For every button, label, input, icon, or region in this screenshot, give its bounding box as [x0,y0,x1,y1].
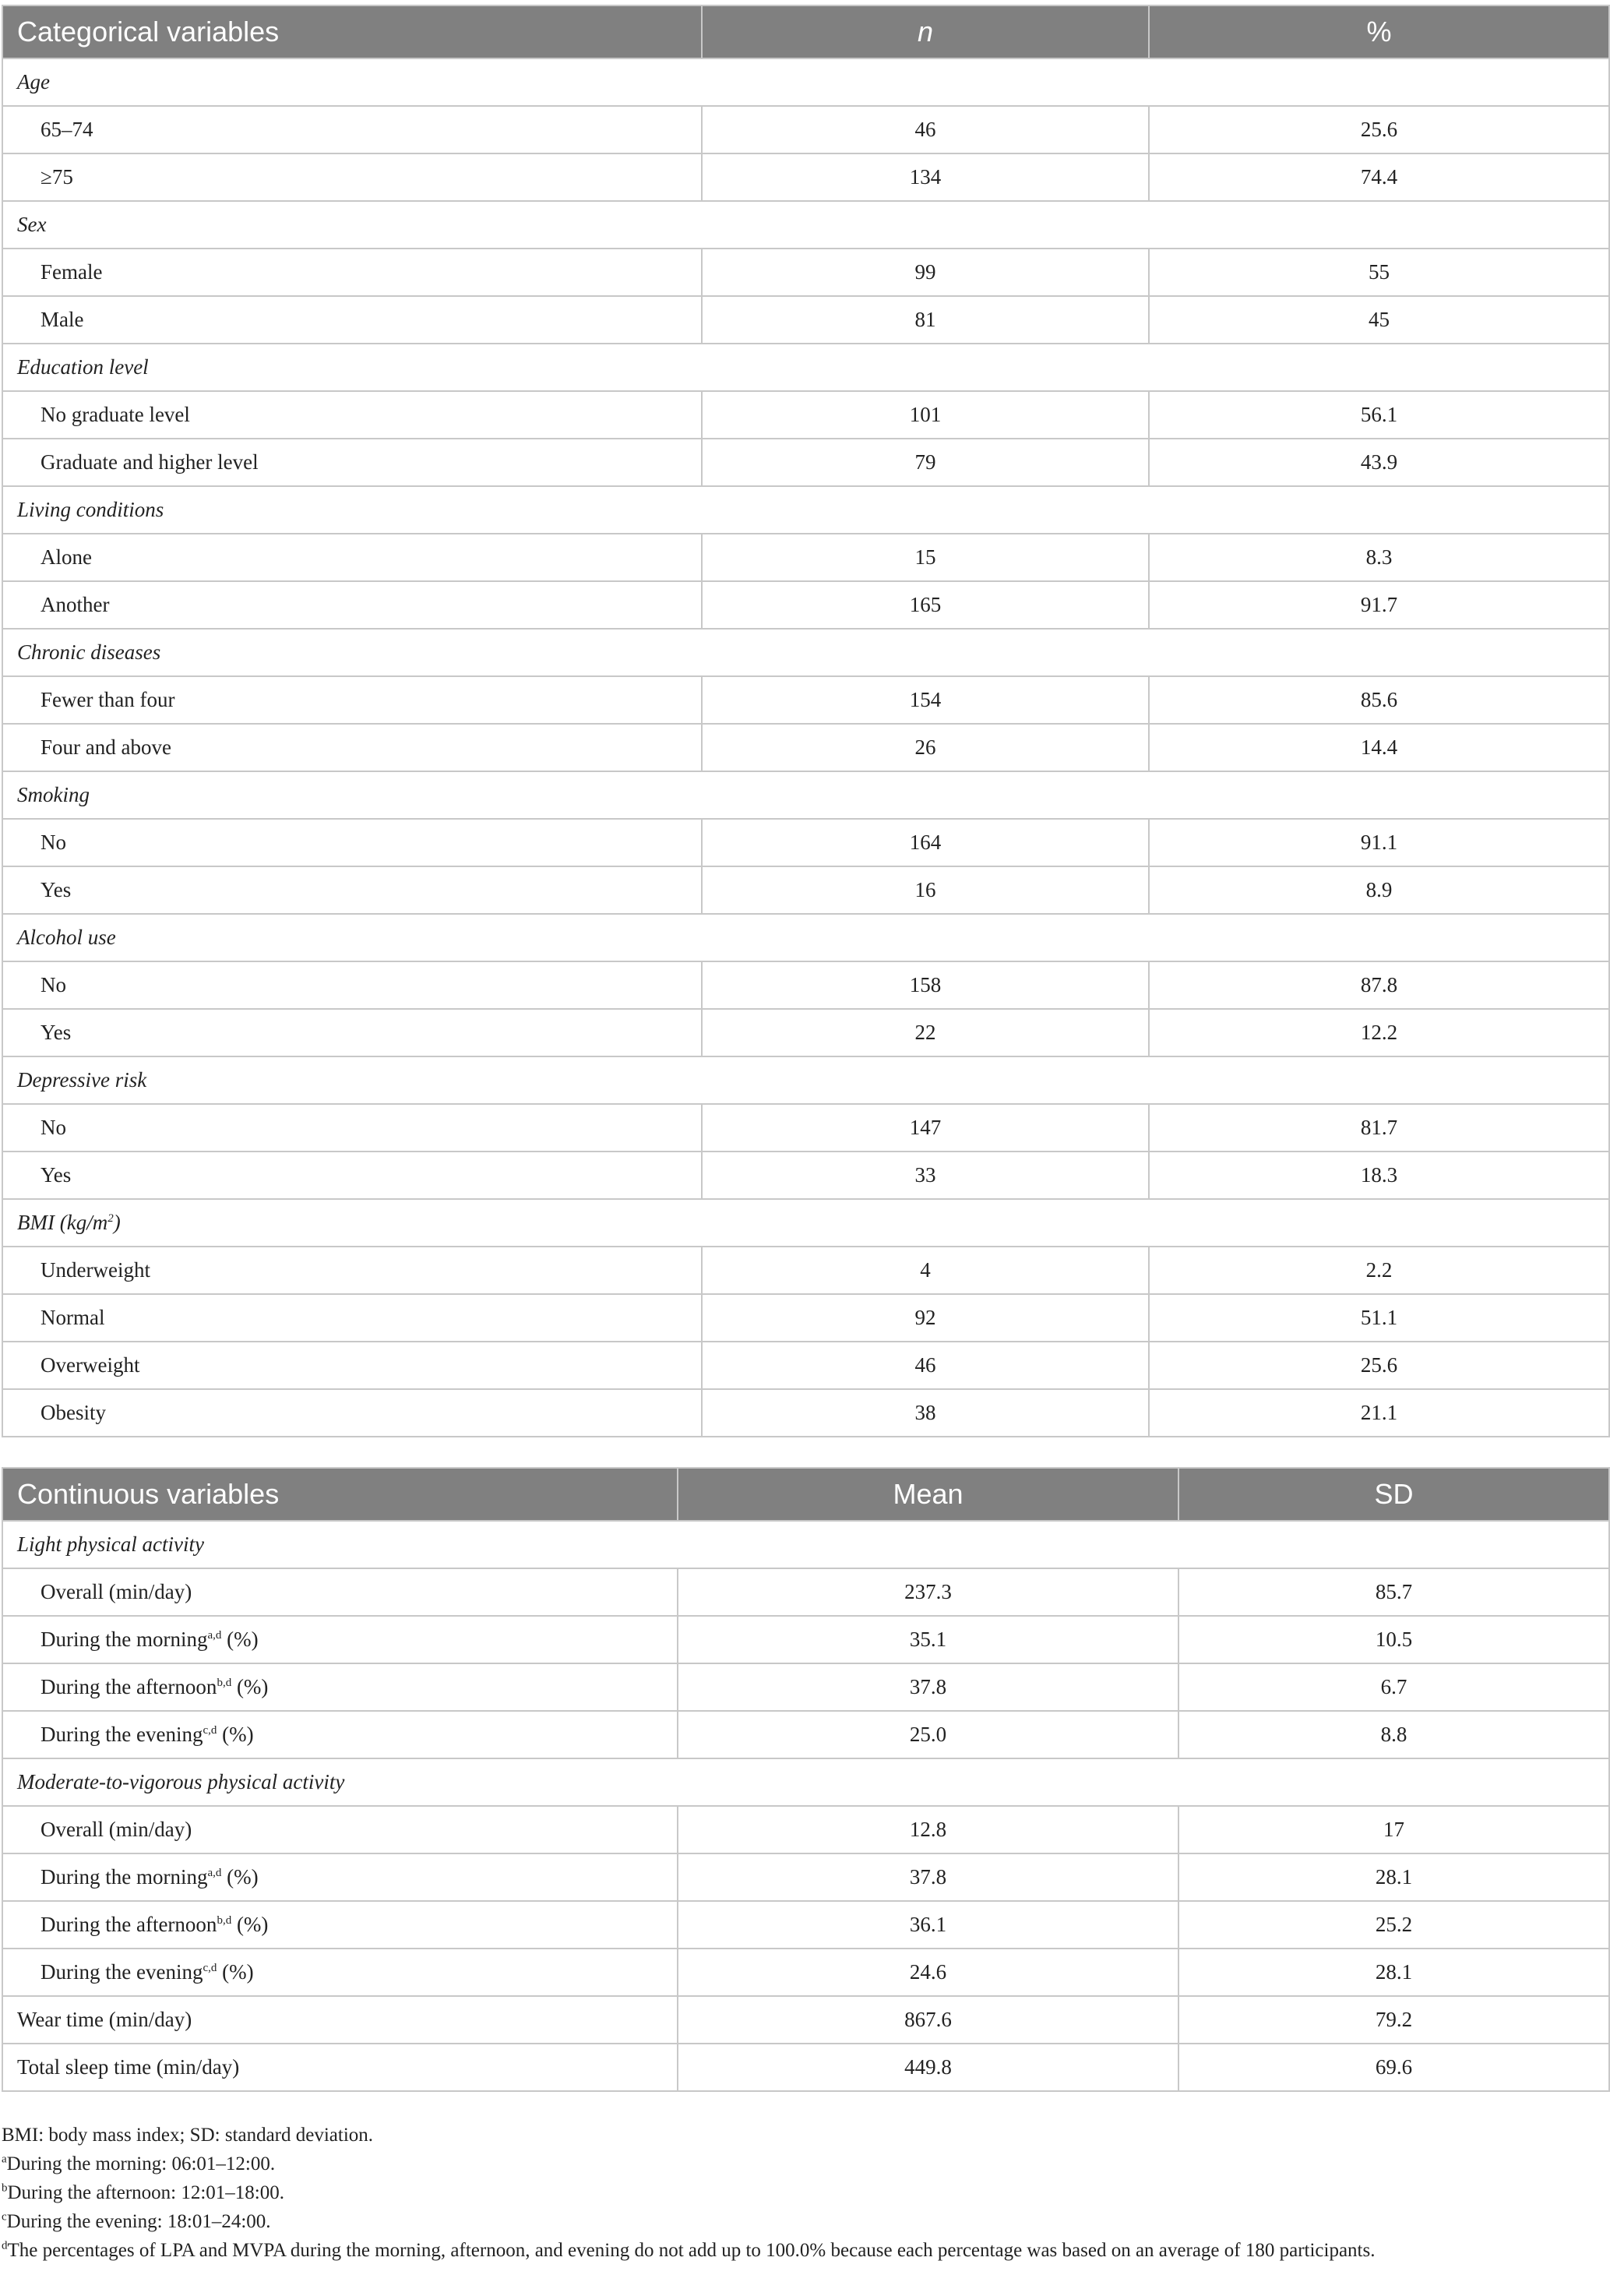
category-row [2,486,1609,534]
row-label: Yes [2,866,702,914]
row-percent: 45 [1149,296,1609,344]
row-label: 65–74 [2,106,702,153]
category-row [2,1521,1609,1568]
row-label-superscript: a,d [207,1867,222,1879]
row-sd: 10.5 [1178,1616,1609,1663]
row-percent: 81.7 [1149,1104,1609,1152]
table-row [2,1342,1609,1389]
row-label [2,1568,678,1616]
row-percent: 43.9 [1149,439,1609,486]
table-row [2,1247,1609,1294]
category-label: Light physical activity [2,1521,1609,1568]
row-percent: 25.6 [1149,106,1609,153]
footnote-marker: a [2,2153,7,2166]
row-n: 26 [702,724,1149,771]
category-row [2,629,1609,676]
category-label [2,771,1609,819]
row-n: 33 [702,1152,1149,1199]
category-superscript: 2 [107,1212,114,1225]
table-row [2,153,1609,201]
table-row [2,391,1609,439]
row-label [2,1616,678,1663]
footnote-text: During the morning: 06:01–12:00. [6,2153,276,2174]
continuous-variables-table [2,1467,1610,2092]
row-label-unit: (%) [231,1675,269,1698]
table-row [2,534,1609,581]
table-row [2,1806,1609,1853]
table-row [2,296,1609,344]
row-n: 38 [702,1389,1149,1437]
row-label [2,1853,678,1901]
category-row [2,771,1609,819]
row-percent: 8.3 [1149,534,1609,581]
table-row [2,1616,1609,1663]
row-n: 22 [702,1009,1149,1056]
row-n: 101 [702,391,1149,439]
row-percent: 12.2 [1149,1009,1609,1056]
row-label [2,1806,678,1853]
row-mean: 37.8 [678,1853,1178,1901]
row-label-superscript: c,d [203,1724,217,1737]
table-row [2,724,1609,771]
row-label-text: During the afternoon [41,1913,217,1936]
category-label [2,914,1609,961]
footnote-text: BMI: body mass index; SD: standard deviation. [2,2125,374,2146]
row-label: Normal [2,1294,702,1342]
row-n: 46 [702,1342,1149,1389]
row-label-text: During the evening [41,1723,203,1746]
row-percent: 14.4 [1149,724,1609,771]
table-row [2,1853,1609,1901]
row-label [2,1711,678,1758]
footnote-marker: b [2,2181,8,2195]
row-mean: 867.6 [678,1996,1178,2044]
category-label [2,201,1609,249]
row-label: Yes [2,1152,702,1199]
category-row [2,1056,1609,1104]
row-label-text: During the morning [41,1865,208,1889]
row-label-superscript: b,d [217,1914,232,1927]
row-label-superscript: b,d [217,1677,232,1689]
category-label [2,1199,1609,1247]
row-label: No graduate level [2,391,702,439]
header-n: n [702,5,1149,58]
table-row [2,676,1609,724]
categorical-variables-table [2,5,1610,1437]
row-mean: 35.1 [678,1616,1178,1663]
category-row [2,344,1609,391]
row-label: Another [2,581,702,629]
row-mean: 25.0 [678,1711,1178,1758]
row-percent: 56.1 [1149,391,1609,439]
row-label: Male [2,296,702,344]
row-n: 79 [702,439,1149,486]
table-row [2,961,1609,1009]
row-n: 164 [702,819,1149,866]
row-percent: 25.6 [1149,1342,1609,1389]
row-n: 15 [702,534,1149,581]
row-label [2,1949,678,1996]
row-sd: 79.2 [1178,1996,1609,2044]
row-n: 4 [702,1247,1149,1294]
row-percent: 85.6 [1149,676,1609,724]
row-n: 134 [702,153,1149,201]
row-n: 165 [702,581,1149,629]
row-mean: 12.8 [678,1806,1178,1853]
category-row [2,58,1609,106]
table-row [2,106,1609,153]
row-label: Overweight [2,1342,702,1389]
row-percent: 2.2 [1149,1247,1609,1294]
row-percent: 51.1 [1149,1294,1609,1342]
table-row [2,1568,1609,1616]
category-row [2,1758,1609,1806]
row-label-unit: (%) [221,1628,259,1651]
row-label [2,1663,678,1711]
row-label-unit: (%) [217,1723,254,1746]
row-mean: 36.1 [678,1901,1178,1949]
row-label-text: Overall (min/day) [41,1818,192,1841]
row-sd: 25.2 [1178,1901,1609,1949]
row-label: Alone [2,534,702,581]
header-continuous-variables: Continuous variables [2,1468,678,1521]
row-percent: 91.1 [1149,819,1609,866]
footnote-text: During the evening: 18:01–24:00. [6,2211,271,2232]
row-label: Yes [2,1009,702,1056]
category-name: Sex [17,213,47,236]
table-header-row [2,1468,1609,1521]
table-row [2,1294,1609,1342]
row-label: No [2,819,702,866]
row-n: 92 [702,1294,1149,1342]
table-row [2,819,1609,866]
row-label-unit: (%) [221,1865,259,1889]
row-label: ≥75 [2,153,702,201]
header-mean: Mean [678,1468,1178,1521]
category-name: BMI (kg/m [17,1211,108,1234]
category-row [2,1199,1609,1247]
row-label-superscript: c,d [203,1962,217,1974]
category-label [2,344,1609,391]
row-sd: 28.1 [1178,1853,1609,1901]
row-n: 147 [702,1104,1149,1152]
table-row [2,1901,1609,1949]
row-label: Wear time (min/day) [2,1996,678,2044]
footnote [2,2236,1606,2265]
table-row [2,866,1609,914]
table-row [2,1949,1609,1996]
row-label-text: During the afternoon [41,1675,217,1698]
table-header-row [2,5,1609,58]
row-label-unit: (%) [231,1913,269,1936]
table-row [2,249,1609,296]
category-label [2,1056,1609,1104]
row-mean: 449.8 [678,2044,1178,2091]
row-percent: 55 [1149,249,1609,296]
row-n: 154 [702,676,1149,724]
row-mean: 24.6 [678,1949,1178,1996]
row-label: Total sleep time (min/day) [2,2044,678,2091]
category-name-suffix: ) [113,1211,121,1234]
row-label: Graduate and higher level [2,439,702,486]
footnote-marker: c [2,2210,7,2224]
category-label [2,629,1609,676]
row-n: 158 [702,961,1149,1009]
table-row [2,439,1609,486]
row-percent: 8.9 [1149,866,1609,914]
row-n: 99 [702,249,1149,296]
table-row [2,581,1609,629]
category-name: Living conditions [17,498,164,521]
category-name: Education level [17,355,149,379]
row-sd: 69.6 [1178,2044,1609,2091]
category-row [2,201,1609,249]
table-footnotes [2,2121,1606,2265]
table-row [2,1389,1609,1437]
table-row [2,1996,1609,2044]
row-label: No [2,961,702,1009]
footnote-marker: d [2,2239,8,2252]
footnote [2,2178,1606,2207]
category-row [2,914,1609,961]
row-percent: 21.1 [1149,1389,1609,1437]
table-row [2,2044,1609,2091]
category-label [2,58,1609,106]
row-mean: 237.3 [678,1568,1178,1616]
row-n: 81 [702,296,1149,344]
category-name: Chronic diseases [17,640,161,664]
category-label: Moderate-to-vigorous physical activity [2,1758,1609,1806]
row-sd: 85.7 [1178,1568,1609,1616]
row-label: Fewer than four [2,676,702,724]
row-label: Underweight [2,1247,702,1294]
category-label [2,486,1609,534]
header-categorical-variables: Categorical variables [2,5,702,58]
footnote [2,2121,1606,2150]
footnote [2,2207,1606,2236]
row-label: Obesity [2,1389,702,1437]
row-sd: 17 [1178,1806,1609,1853]
footnote [2,2150,1606,2178]
row-percent: 18.3 [1149,1152,1609,1199]
category-name: Alcohol use [17,926,116,949]
row-label-superscript: a,d [207,1629,222,1642]
category-name: Age [17,70,50,93]
table-row [2,1711,1609,1758]
header-sd: SD [1178,1468,1609,1521]
row-label: Four and above [2,724,702,771]
row-n: 46 [702,106,1149,153]
row-label-text: During the morning [41,1628,208,1651]
row-n: 16 [702,866,1149,914]
row-sd: 8.8 [1178,1711,1609,1758]
table-row [2,1104,1609,1152]
row-label: No [2,1104,702,1152]
row-percent: 74.4 [1149,153,1609,201]
row-label-text: Overall (min/day) [41,1580,192,1603]
row-percent: 87.8 [1149,961,1609,1009]
table-row [2,1152,1609,1199]
row-percent: 91.7 [1149,581,1609,629]
row-label: Female [2,249,702,296]
row-label-text: During the evening [41,1960,203,1984]
category-name: Smoking [17,783,90,806]
row-label [2,1901,678,1949]
footnote-text: During the afternoon: 12:01–18:00. [7,2182,284,2203]
row-sd: 6.7 [1178,1663,1609,1711]
footnote-text: The percentages of LPA and MVPA during the morning, afternoon, and evening do not add up to 100.0% because each percentage was based on an average of 180 participants. [7,2240,1376,2261]
category-name: Depressive risk [17,1068,147,1092]
row-mean: 37.8 [678,1663,1178,1711]
table-row [2,1663,1609,1711]
row-sd: 28.1 [1178,1949,1609,1996]
table-row [2,1009,1609,1056]
header-percent: % [1149,5,1609,58]
row-label-unit: (%) [217,1960,254,1984]
